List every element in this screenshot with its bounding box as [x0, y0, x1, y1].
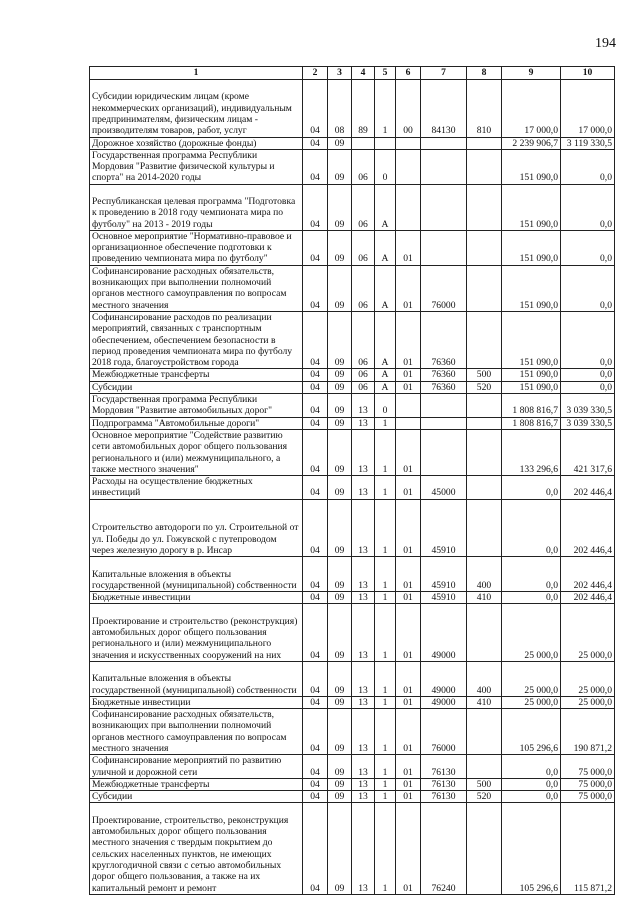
row-name: Основное мероприятие "Нормативно-правовое и организационное обеспечение подготовки к проведению чемпионата мира по футболу" — [90, 230, 303, 265]
table-header-row — [90, 67, 615, 80]
column-header-3: 3 — [328, 67, 352, 80]
direction-code: 45910 — [421, 499, 467, 557]
amount-2019: 1 808 816,7 — [502, 394, 561, 418]
program-code: 13 — [352, 476, 375, 500]
expense-type-code — [467, 499, 502, 557]
section-code: 04 — [303, 417, 328, 429]
row-name: Софинансирование расходов по реализации мероприятий, связанных с транспортным обеспечением, обеспечением безопасности в период проведения чемпионата мира по футболу 2018 года, благоустройством города — [90, 311, 303, 369]
table-header — [90, 67, 615, 80]
section-code: 04 — [303, 661, 328, 696]
subprogram-code: 1 — [375, 592, 396, 604]
expense-type-code: 520 — [467, 381, 502, 393]
measure-code: 01 — [396, 230, 421, 265]
subsection-code: 09 — [328, 149, 352, 184]
subsection-code: 09 — [328, 791, 352, 803]
table-row — [90, 778, 615, 790]
section-code: 04 — [303, 265, 328, 311]
measure-code: 01 — [396, 755, 421, 779]
subsection-code: 09 — [328, 184, 352, 230]
program-code: 06 — [352, 230, 375, 265]
budget-table — [89, 66, 615, 895]
row-name: Капитальные вложения в объекты государственной (муниципальной) собственности — [90, 661, 303, 696]
amount-2019: 2 239 906,7 — [502, 137, 561, 149]
measure-code: 01 — [396, 791, 421, 803]
column-header-7: 7 — [421, 67, 467, 80]
page-number: 194 — [595, 36, 616, 51]
subprogram-code: А — [375, 381, 396, 393]
program-code: 13 — [352, 604, 375, 662]
amount-2020: 3 039 330,5 — [561, 417, 615, 429]
table-row — [90, 311, 615, 369]
row-name: Государственная программа Республики Мордовия "Развитие физической культуры и спорта" на 2014-2020 годы — [90, 149, 303, 184]
subprogram-code: А — [375, 369, 396, 381]
table-row — [90, 803, 615, 894]
measure-code: 01 — [396, 604, 421, 662]
expense-type-code: 410 — [467, 592, 502, 604]
table-row — [90, 381, 615, 393]
program-code: 13 — [352, 557, 375, 592]
subprogram-code: 1 — [375, 499, 396, 557]
subprogram-code: 1 — [375, 755, 396, 779]
direction-code: 76360 — [421, 311, 467, 369]
expense-type-code — [467, 265, 502, 311]
section-code: 04 — [303, 499, 328, 557]
expense-type-code — [467, 803, 502, 894]
section-code: 04 — [303, 149, 328, 184]
section-code: 04 — [303, 778, 328, 790]
amount-2019: 0,0 — [502, 755, 561, 779]
amount-2020: 25 000,0 — [561, 696, 615, 708]
amount-2020: 202 446,4 — [561, 476, 615, 500]
section-code: 04 — [303, 709, 328, 755]
measure-code: 01 — [396, 696, 421, 708]
table-row — [90, 476, 615, 500]
subsection-code: 09 — [328, 499, 352, 557]
expense-type-code — [467, 604, 502, 662]
amount-2020: 3 119 330,5 — [561, 137, 615, 149]
subprogram-code: 0 — [375, 149, 396, 184]
table-row — [90, 417, 615, 429]
amount-2019: 105 296,6 — [502, 803, 561, 894]
amount-2019: 1 808 816,7 — [502, 417, 561, 429]
table-row — [90, 791, 615, 803]
measure-code: 01 — [396, 311, 421, 369]
direction-code — [421, 149, 467, 184]
expense-type-code — [467, 137, 502, 149]
subprogram-code: 1 — [375, 696, 396, 708]
amount-2020: 75 000,0 — [561, 755, 615, 779]
direction-code: 76130 — [421, 755, 467, 779]
measure-code: 01 — [396, 369, 421, 381]
amount-2020: 3 039 330,5 — [561, 394, 615, 418]
expense-type-code: 500 — [467, 778, 502, 790]
direction-code — [421, 184, 467, 230]
row-name: Софинансирование расходных обязательств, возникающих при выполнении полномочий органов местного самоуправления по вопросам местного значения — [90, 709, 303, 755]
row-name: Софинансирование мероприятий по развитию уличной и дорожной сети — [90, 755, 303, 779]
row-name: Капитальные вложения в объекты государственной (муниципальной) собственности — [90, 557, 303, 592]
measure-code — [396, 137, 421, 149]
section-code: 04 — [303, 429, 328, 475]
amount-2019: 0,0 — [502, 778, 561, 790]
amount-2019: 151 090,0 — [502, 369, 561, 381]
measure-code — [396, 149, 421, 184]
table-row — [90, 592, 615, 604]
subprogram-code: 1 — [375, 803, 396, 894]
amount-2019: 151 090,0 — [502, 149, 561, 184]
subprogram-code: 1 — [375, 476, 396, 500]
subprogram-code: 1 — [375, 778, 396, 790]
program-code: 13 — [352, 661, 375, 696]
amount-2020: 75 000,0 — [561, 791, 615, 803]
row-name: Софинансирование расходных обязательств, возникающих при выполнении полномочий органов местного самоуправления по вопросам местного значения — [90, 265, 303, 311]
subsection-code: 09 — [328, 755, 352, 779]
amount-2019: 25 000,0 — [502, 696, 561, 708]
program-code: 06 — [352, 149, 375, 184]
amount-2020: 0,0 — [561, 381, 615, 393]
section-code: 04 — [303, 604, 328, 662]
program-code: 89 — [352, 80, 375, 138]
subprogram-code: 1 — [375, 791, 396, 803]
amount-2020: 0,0 — [561, 311, 615, 369]
subsection-code: 09 — [328, 381, 352, 393]
amount-2019: 151 090,0 — [502, 381, 561, 393]
measure-code: 01 — [396, 265, 421, 311]
table-row — [90, 230, 615, 265]
direction-code: 84130 — [421, 80, 467, 138]
column-header-1: 1 — [90, 67, 303, 80]
subprogram-code: 1 — [375, 661, 396, 696]
section-code: 04 — [303, 230, 328, 265]
column-header-10: 10 — [561, 67, 615, 80]
section-code: 04 — [303, 696, 328, 708]
direction-code — [421, 137, 467, 149]
expense-type-code — [467, 709, 502, 755]
measure-code — [396, 417, 421, 429]
direction-code — [421, 230, 467, 265]
program-code: 13 — [352, 803, 375, 894]
section-code: 04 — [303, 369, 328, 381]
amount-2019: 17 000,0 — [502, 80, 561, 138]
amount-2019: 105 296,6 — [502, 709, 561, 755]
direction-code — [421, 394, 467, 418]
subprogram-code: 1 — [375, 417, 396, 429]
table-row — [90, 429, 615, 475]
direction-code: 49000 — [421, 604, 467, 662]
measure-code: 01 — [396, 381, 421, 393]
amount-2020: 115 871,2 — [561, 803, 615, 894]
amount-2020: 421 317,6 — [561, 429, 615, 475]
amount-2020: 75 000,0 — [561, 778, 615, 790]
subsection-code: 09 — [328, 592, 352, 604]
program-code: 13 — [352, 592, 375, 604]
measure-code: 01 — [396, 557, 421, 592]
subprogram-code: 1 — [375, 80, 396, 138]
subsection-code: 09 — [328, 604, 352, 662]
amount-2019: 133 296,6 — [502, 429, 561, 475]
subsection-code: 09 — [328, 709, 352, 755]
program-code: 06 — [352, 265, 375, 311]
subsection-code: 09 — [328, 778, 352, 790]
column-header-6: 6 — [396, 67, 421, 80]
amount-2020: 0,0 — [561, 149, 615, 184]
direction-code: 76130 — [421, 791, 467, 803]
subprogram-code: 1 — [375, 429, 396, 475]
section-code: 04 — [303, 592, 328, 604]
program-code: 13 — [352, 791, 375, 803]
subsection-code: 09 — [328, 476, 352, 500]
row-name: Республиканская целевая программа "Подготовка к проведению в 2018 году чемпионата мира по футболу" на 2013 - 2019 годы — [90, 184, 303, 230]
amount-2019: 0,0 — [502, 791, 561, 803]
subsection-code: 09 — [328, 696, 352, 708]
expense-type-code — [467, 184, 502, 230]
amount-2019: 0,0 — [502, 592, 561, 604]
table-row — [90, 184, 615, 230]
measure-code: 00 — [396, 80, 421, 138]
amount-2019: 151 090,0 — [502, 265, 561, 311]
table-row — [90, 661, 615, 696]
subsection-code: 09 — [328, 265, 352, 311]
direction-code: 76240 — [421, 803, 467, 894]
measure-code: 01 — [396, 592, 421, 604]
subsection-code: 09 — [328, 557, 352, 592]
table-row — [90, 265, 615, 311]
section-code: 04 — [303, 755, 328, 779]
amount-2020: 190 871,2 — [561, 709, 615, 755]
amount-2019: 25 000,0 — [502, 604, 561, 662]
measure-code: 01 — [396, 661, 421, 696]
table-row — [90, 557, 615, 592]
amount-2020: 0,0 — [561, 184, 615, 230]
column-header-5: 5 — [375, 67, 396, 80]
row-name: Дорожное хозяйство (дорожные фонды) — [90, 137, 303, 149]
program-code: 13 — [352, 709, 375, 755]
subprogram-code — [375, 137, 396, 149]
subsection-code: 09 — [328, 137, 352, 149]
amount-2019: 0,0 — [502, 476, 561, 500]
section-code: 04 — [303, 381, 328, 393]
measure-code: 01 — [396, 778, 421, 790]
direction-code: 45910 — [421, 557, 467, 592]
row-name: Субсидии юридическим лицам (кроме некоммерческих организаций), индивидуальным предпринимателям, физическим лицам - производителям товаров, работ, услуг — [90, 80, 303, 138]
expense-type-code — [467, 476, 502, 500]
row-name: Субсидии — [90, 381, 303, 393]
row-name: Расходы на осуществление бюджетных инвестиций — [90, 476, 303, 500]
row-name: Проектирование, строительство, реконструкция автомобильных дорог общего пользования местного значения с твердым покрытием до сельских населенных пунктов, не имеющих круглогодичной связи с сетью автомобильных дорог общего пользования, а также на их капитальный ремонт и ремонт — [90, 803, 303, 894]
expense-type-code: 400 — [467, 557, 502, 592]
section-code: 04 — [303, 184, 328, 230]
subprogram-code: 0 — [375, 394, 396, 418]
program-code: 06 — [352, 311, 375, 369]
measure-code: 01 — [396, 429, 421, 475]
row-name: Строительство автодороги по ул. Строительной от ул. Победы до ул. Гожувской с путепроводом через железную дорогу в р. Инсар — [90, 499, 303, 557]
expense-type-code: 410 — [467, 696, 502, 708]
column-header-4: 4 — [352, 67, 375, 80]
amount-2020: 202 446,4 — [561, 557, 615, 592]
table-row — [90, 755, 615, 779]
expense-type-code: 810 — [467, 80, 502, 138]
subsection-code: 09 — [328, 369, 352, 381]
column-header-9: 9 — [502, 67, 561, 80]
amount-2019: 0,0 — [502, 557, 561, 592]
section-code: 04 — [303, 80, 328, 138]
subprogram-code: А — [375, 184, 396, 230]
subprogram-code: А — [375, 230, 396, 265]
expense-type-code: 400 — [467, 661, 502, 696]
table-row — [90, 137, 615, 149]
program-code: 13 — [352, 696, 375, 708]
section-code: 04 — [303, 791, 328, 803]
table-row — [90, 709, 615, 755]
amount-2019: 151 090,0 — [502, 184, 561, 230]
amount-2020: 17 000,0 — [561, 80, 615, 138]
amount-2019: 25 000,0 — [502, 661, 561, 696]
table-row — [90, 80, 615, 138]
amount-2019: 0,0 — [502, 499, 561, 557]
subprogram-code: А — [375, 311, 396, 369]
row-name: Государственная программа Республики Мордовия "Развитие автомобильных дорог" — [90, 394, 303, 418]
expense-type-code: 520 — [467, 791, 502, 803]
amount-2020: 202 446,4 — [561, 592, 615, 604]
direction-code: 45000 — [421, 476, 467, 500]
section-code: 04 — [303, 311, 328, 369]
subsection-code: 09 — [328, 417, 352, 429]
measure-code: 01 — [396, 499, 421, 557]
measure-code: 01 — [396, 476, 421, 500]
amount-2020: 0,0 — [561, 265, 615, 311]
amount-2020: 202 446,4 — [561, 499, 615, 557]
subprogram-code: 1 — [375, 709, 396, 755]
amount-2020: 0,0 — [561, 230, 615, 265]
subsection-code: 09 — [328, 394, 352, 418]
program-code: 13 — [352, 499, 375, 557]
expense-type-code — [467, 417, 502, 429]
row-name: Межбюджетные трансферты — [90, 778, 303, 790]
subsection-code: 09 — [328, 661, 352, 696]
program-code: 13 — [352, 394, 375, 418]
amount-2019: 151 090,0 — [502, 230, 561, 265]
subsection-code: 09 — [328, 803, 352, 894]
subprogram-code: 1 — [375, 604, 396, 662]
direction-code: 49000 — [421, 661, 467, 696]
expense-type-code — [467, 230, 502, 265]
expense-type-code — [467, 755, 502, 779]
measure-code: 01 — [396, 803, 421, 894]
section-code: 04 — [303, 394, 328, 418]
row-name: Проектирование и строительство (реконструкция) автомобильных дорог общего пользования регионального и (или) межмуниципального значения и искусственных сооружений на них — [90, 604, 303, 662]
direction-code: 76360 — [421, 369, 467, 381]
expense-type-code: 500 — [467, 369, 502, 381]
row-name: Бюджетные инвестиции — [90, 696, 303, 708]
program-code: 13 — [352, 417, 375, 429]
row-name: Субсидии — [90, 791, 303, 803]
amount-2020: 25 000,0 — [561, 661, 615, 696]
table-row — [90, 149, 615, 184]
table-row — [90, 369, 615, 381]
amount-2020: 25 000,0 — [561, 604, 615, 662]
table-body — [90, 80, 615, 895]
measure-code: 01 — [396, 709, 421, 755]
section-code: 04 — [303, 476, 328, 500]
program-code: 06 — [352, 184, 375, 230]
subsection-code: 08 — [328, 80, 352, 138]
subsection-code: 09 — [328, 311, 352, 369]
measure-code — [396, 394, 421, 418]
table-row — [90, 604, 615, 662]
row-name: Основное мероприятие "Содействие развитию сети автомобильных дорог общего пользования регионального и (или) межмуниципального, а также местного значения" — [90, 429, 303, 475]
expense-type-code — [467, 311, 502, 369]
section-code: 04 — [303, 137, 328, 149]
row-name: Межбюджетные трансферты — [90, 369, 303, 381]
expense-type-code — [467, 394, 502, 418]
direction-code: 76130 — [421, 778, 467, 790]
direction-code: 49000 — [421, 696, 467, 708]
section-code: 04 — [303, 803, 328, 894]
column-header-8: 8 — [467, 67, 502, 80]
program-code: 13 — [352, 778, 375, 790]
subsection-code: 09 — [328, 230, 352, 265]
table-row — [90, 499, 615, 557]
section-code: 04 — [303, 557, 328, 592]
table-row — [90, 696, 615, 708]
measure-code — [396, 184, 421, 230]
program-code: 13 — [352, 429, 375, 475]
direction-code: 76000 — [421, 709, 467, 755]
direction-code: 45910 — [421, 592, 467, 604]
expense-type-code — [467, 149, 502, 184]
direction-code — [421, 429, 467, 475]
direction-code: 76000 — [421, 265, 467, 311]
program-code: 13 — [352, 755, 375, 779]
amount-2019: 151 090,0 — [502, 311, 561, 369]
subsection-code: 09 — [328, 429, 352, 475]
program-code — [352, 137, 375, 149]
expense-type-code — [467, 429, 502, 475]
row-name: Бюджетные инвестиции — [90, 592, 303, 604]
program-code: 06 — [352, 381, 375, 393]
column-header-2: 2 — [303, 67, 328, 80]
row-name: Подпрограмма "Автомобильные дороги" — [90, 417, 303, 429]
direction-code — [421, 417, 467, 429]
subprogram-code: 1 — [375, 557, 396, 592]
program-code: 06 — [352, 369, 375, 381]
table-row — [90, 394, 615, 418]
direction-code: 76360 — [421, 381, 467, 393]
subprogram-code: А — [375, 265, 396, 311]
amount-2020: 0,0 — [561, 369, 615, 381]
